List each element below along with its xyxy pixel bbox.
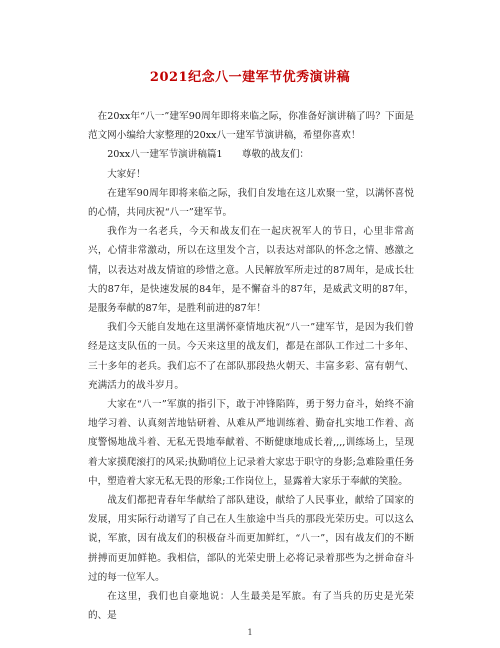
document-body	[88, 107, 414, 625]
document-title: 2021纪念八一建军节优秀演讲稿	[149, 70, 351, 85]
intro-paragraph: 在20xx年“八一”建军90周年即将来临之际，你准备好演讲稿了吗？下面是范文网小编给大家整理的20xx八一建军节演讲稿，希望你喜欢！	[88, 111, 414, 142]
body-paragraph-3: 我们今天能自发地在这里满怀豪情地庆祝“八一”建军节，是因为我们曾经是这支队伍的一员。今天来这里的战友们，都是在部队工作过二十多年、三十多年的老兵。我们忘不了在部队那段热火朝天、丰富多彩、富有朝气、充满活力的战斗岁月。	[88, 322, 414, 391]
body-paragraph-5: 战友们都把青春年华献给了部队建设，献给了人民事业，献给了国家的发展，用实际行动谱写了自己在人生旅途中当兵的那段光荣历史。可以这么说，军旅，因有战友们的积极奋斗而更加鲜红，“八一”，因有战友们的不断拼搏而更加鲜艳。我相信，部队的光荣史册上必将记录着那些为之拼命奋斗过的每一位军人。	[88, 495, 414, 583]
greeting-paragraph: 大家好！	[107, 168, 146, 180]
body-paragraph-2: 我作为一名老兵，今天和战友们在一起庆祝军人的节日，心里非常高兴，心情非常激动，所以在这里发个言，以表达对部队的怀念之情、感激之情，以表达对战友情谊的珍惜之意。人民解放军所走过的87周年，是成长壮大的87年，是快速发展的84年，是不懈奋斗的87年，是威武文明的87年，是服务奉献的87年，是胜利前进的87年！	[88, 226, 414, 315]
body-paragraph-1: 在建军90周年即将来临之际，我们自发地在这儿欢聚一堂，以满怀喜悦的心情，共同庆祝“八一”建军节。	[88, 187, 414, 219]
body-paragraph-6: 在这里，我们也自豪地说：人生最美是军旅。有了当兵的历史是光荣的、是	[88, 591, 414, 622]
speech-heading-line: 20xx八一建军节演讲稿篇1 尊敬的战友们：	[107, 149, 310, 161]
page-number: 1	[247, 628, 253, 637]
body-paragraph-4: 大家在“八一”军旗的指引下，敢于冲锋陷阵，勇于努力奋斗，始终不渝地学习着、认真刻苦地钻研着、从难从严地训练着、勤奋扎实地工作着、高度警惕地战斗着、无私无畏地奉献着、不断健康地成长着,,,,训练场上，呈现着大家摸爬滚打的风采;执勤哨位上记录着大家忠于职守的身影;急难险重任务中，塑造着大家无私无畏的形象;工作岗位上，显露着大家乐于奉献的笑脸。	[88, 399, 414, 487]
